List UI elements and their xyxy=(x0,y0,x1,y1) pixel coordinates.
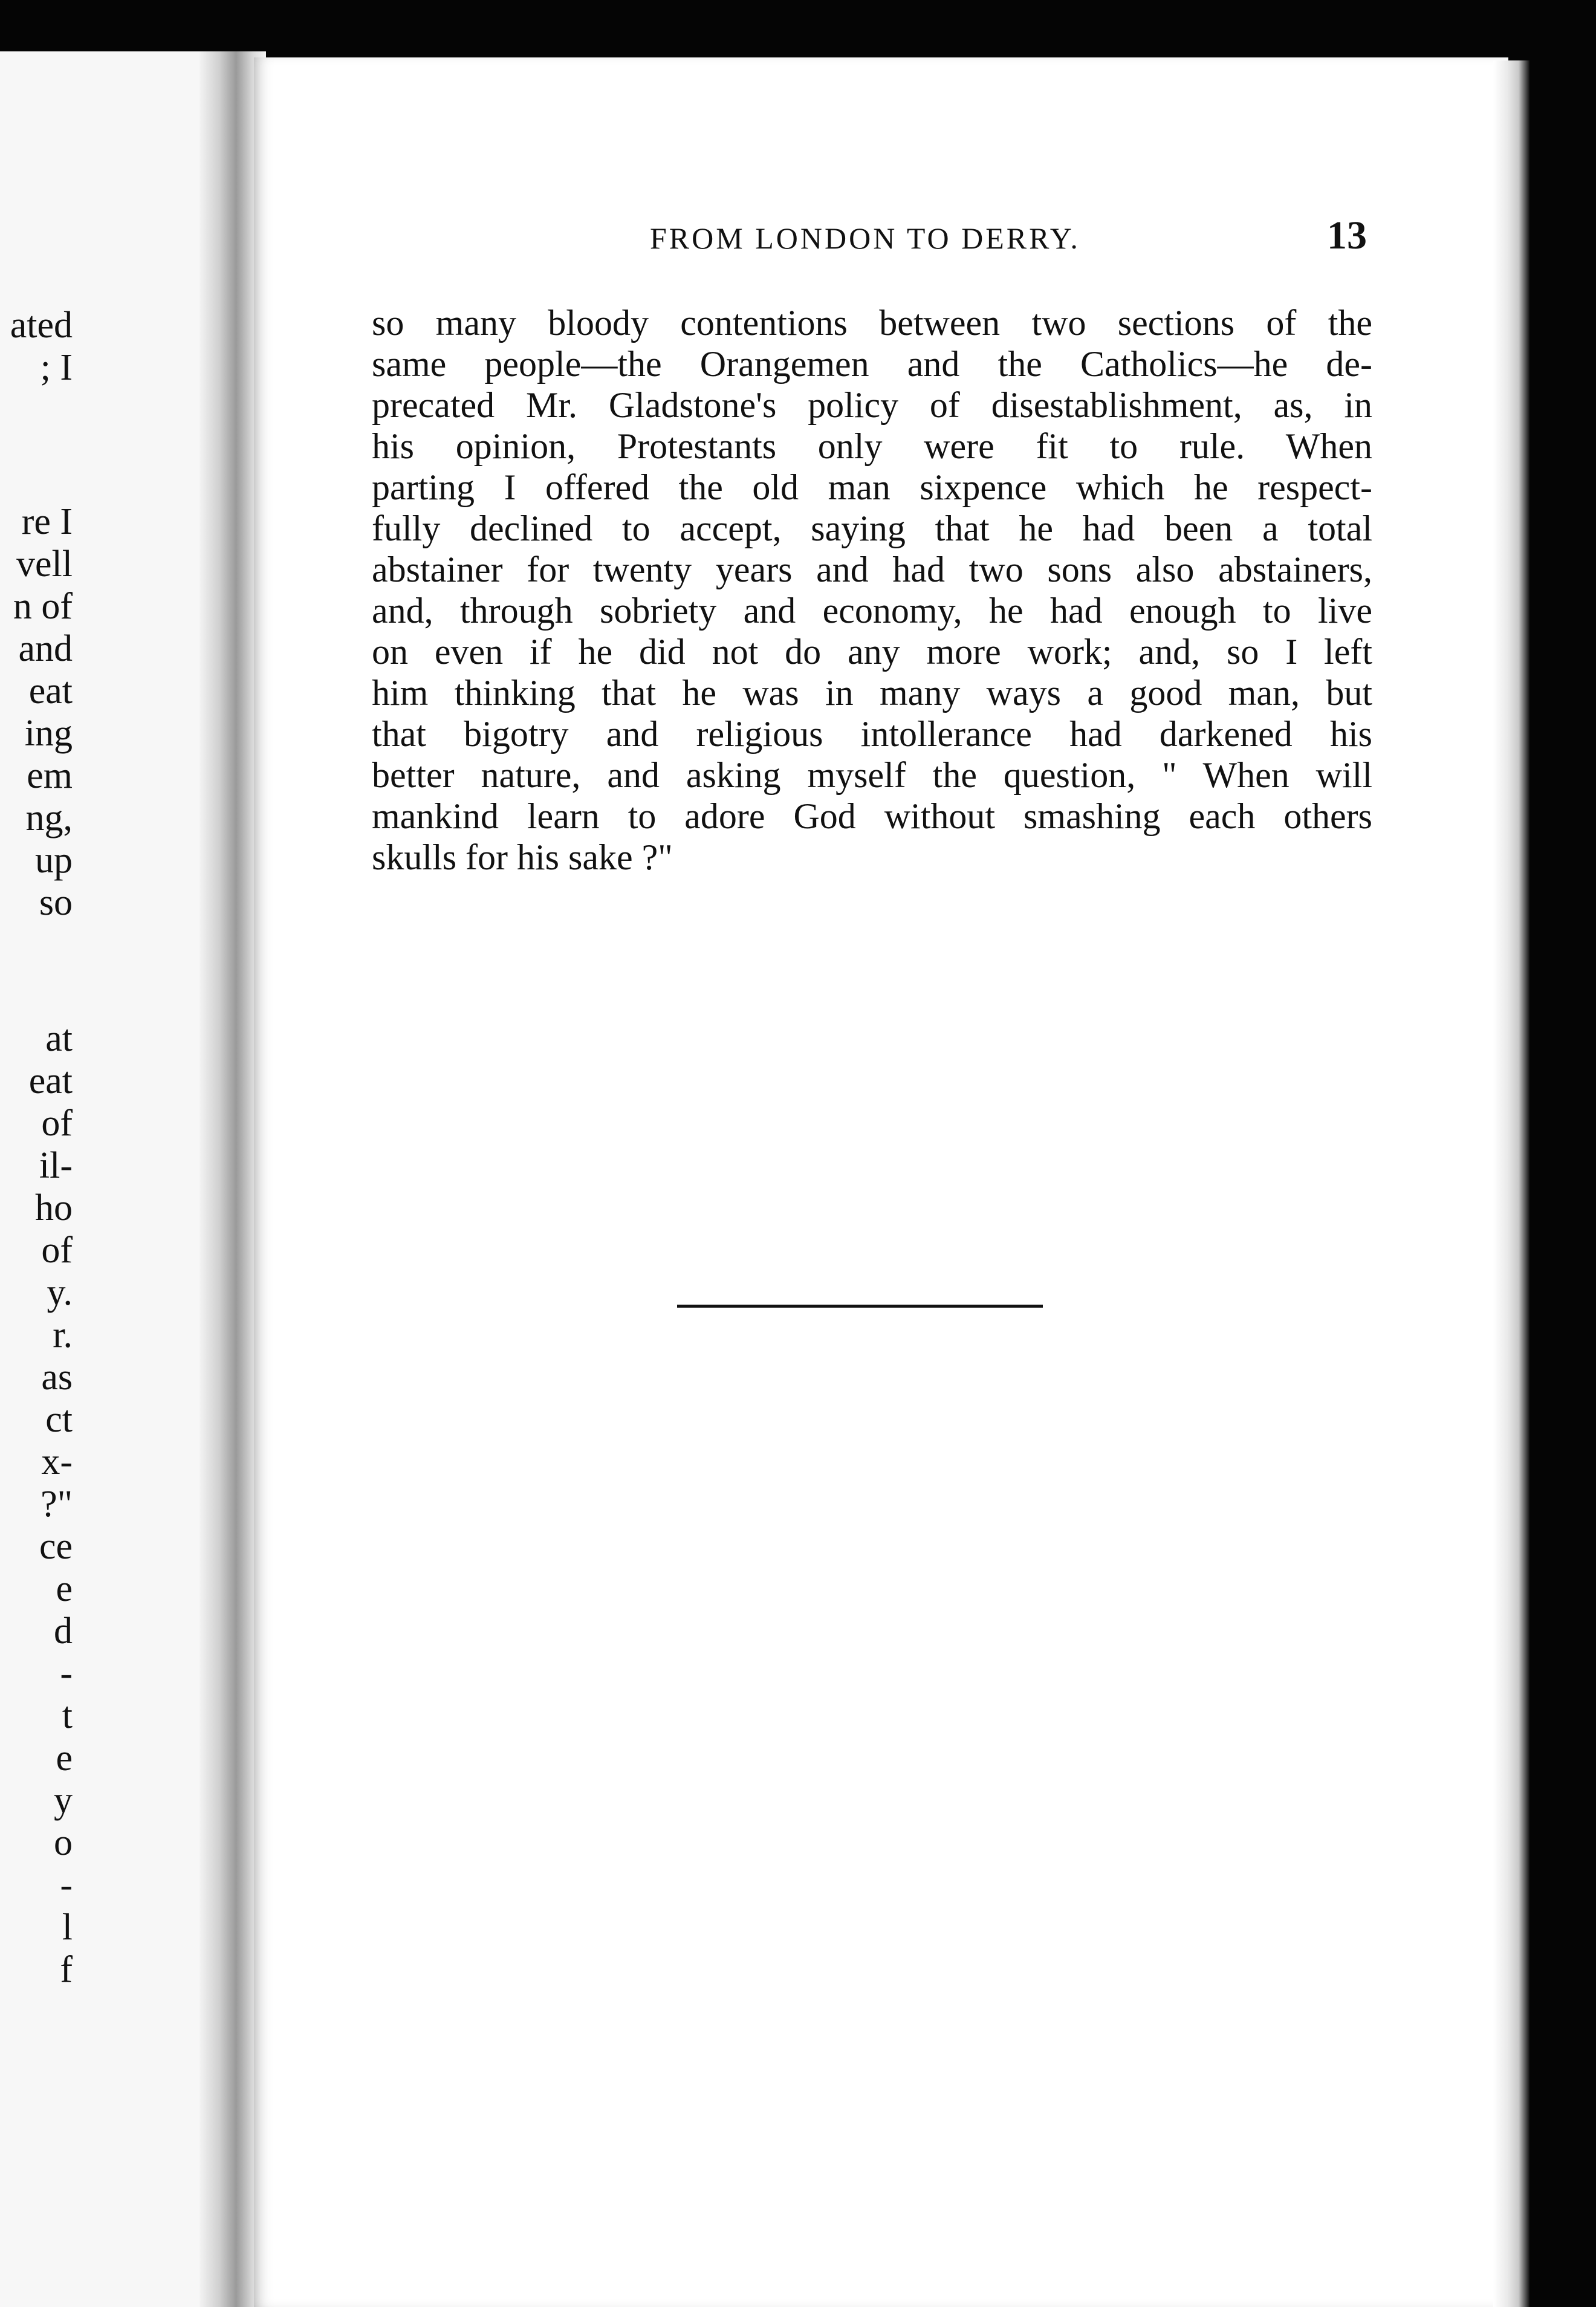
previous-page-line-fragment: - xyxy=(60,1864,73,1906)
previous-page-line-fragment: y. xyxy=(47,1272,73,1313)
previous-page-line-fragment: x- xyxy=(41,1441,73,1482)
text-line: fully declined to accept, saying that he had been a total xyxy=(372,508,1372,548)
previous-page-line-fragment: l xyxy=(62,1907,73,1948)
running-head: FROM LONDON TO DERRY. xyxy=(650,221,1080,255)
previous-page-line-fragment: so xyxy=(39,882,73,923)
previous-page-line-fragment: e xyxy=(56,1738,73,1779)
previous-page-line-fragment: up xyxy=(35,840,73,881)
section-rule xyxy=(677,1305,1043,1308)
previous-page-line-fragment: t xyxy=(62,1695,73,1736)
previous-page-line-fragment: ; I xyxy=(40,347,73,388)
previous-page-line-fragment: r. xyxy=(53,1314,73,1355)
previous-page-line-fragment: of xyxy=(41,1103,73,1144)
previous-page-line-fragment: ce xyxy=(39,1526,73,1567)
previous-page-line-fragment: eat xyxy=(28,1060,73,1102)
previous-page-line-fragment: d xyxy=(54,1611,73,1652)
previous-page-line-fragment: ated xyxy=(10,305,73,346)
previous-page-line-fragment: ing xyxy=(24,713,73,754)
previous-page-line-fragment: vell xyxy=(16,543,73,585)
text-line: same people—the Orangemen and the Catholics—he de- xyxy=(372,344,1372,384)
previous-page-line-fragment: f xyxy=(60,1949,73,1990)
text-line: skulls for his sake ?" xyxy=(372,837,673,877)
previous-page-line-fragment: re I xyxy=(21,501,73,542)
previous-page-line-fragment: at xyxy=(45,1018,73,1059)
page-edge xyxy=(1493,60,1529,2307)
previous-page-line-fragment: and xyxy=(18,628,73,669)
previous-page-line-fragment: - xyxy=(60,1653,73,1694)
previous-page-line-fragment: il- xyxy=(39,1145,73,1186)
previous-page-line-fragment: of xyxy=(41,1230,73,1271)
text-line: abstainer for twenty years and had two sons also abstainers, xyxy=(372,550,1372,589)
text-line: him thinking that he was in many ways a good man, but xyxy=(372,673,1372,713)
text-line: that bigotry and religious intollerance had darkened his xyxy=(372,714,1372,754)
text-line: so many bloody contentions between two sections of the xyxy=(372,303,1372,343)
previous-page-line-fragment: y xyxy=(54,1780,73,1821)
body-text xyxy=(372,302,1372,878)
previous-page-line-fragment: ng, xyxy=(25,797,73,839)
page-number: 13 xyxy=(1327,213,1367,258)
previous-page-line-fragment: ct xyxy=(45,1399,73,1440)
text-line: parting I offered the old man sixpence which he respect- xyxy=(372,467,1372,507)
previous-page-line-fragment: ?" xyxy=(41,1484,73,1525)
previous-page-line-fragment: ho xyxy=(35,1187,73,1228)
text-line: mankind learn to adore God without smashing each others xyxy=(372,796,1372,836)
previous-page-line-fragment: eat xyxy=(28,670,73,712)
text-line: his opinion, Protestants only were fit to rule. When xyxy=(372,426,1372,466)
previous-page-line-fragment: o xyxy=(54,1822,73,1863)
text-line: precated Mr. Gladstone's policy of disestablishment, as, in xyxy=(372,385,1372,425)
previous-page-line-fragment: as xyxy=(41,1357,73,1398)
text-line: better nature, and asking myself the question, " When will xyxy=(372,755,1372,795)
previous-page-line-fragment: n of xyxy=(13,586,73,627)
previous-page-line-fragment: e xyxy=(56,1568,73,1609)
text-line: on even if he did not do any more work; and, so I left xyxy=(372,632,1372,672)
text-line: and, through sobriety and economy, he had enough to live xyxy=(372,591,1372,631)
previous-page-line-fragment: em xyxy=(27,755,73,796)
